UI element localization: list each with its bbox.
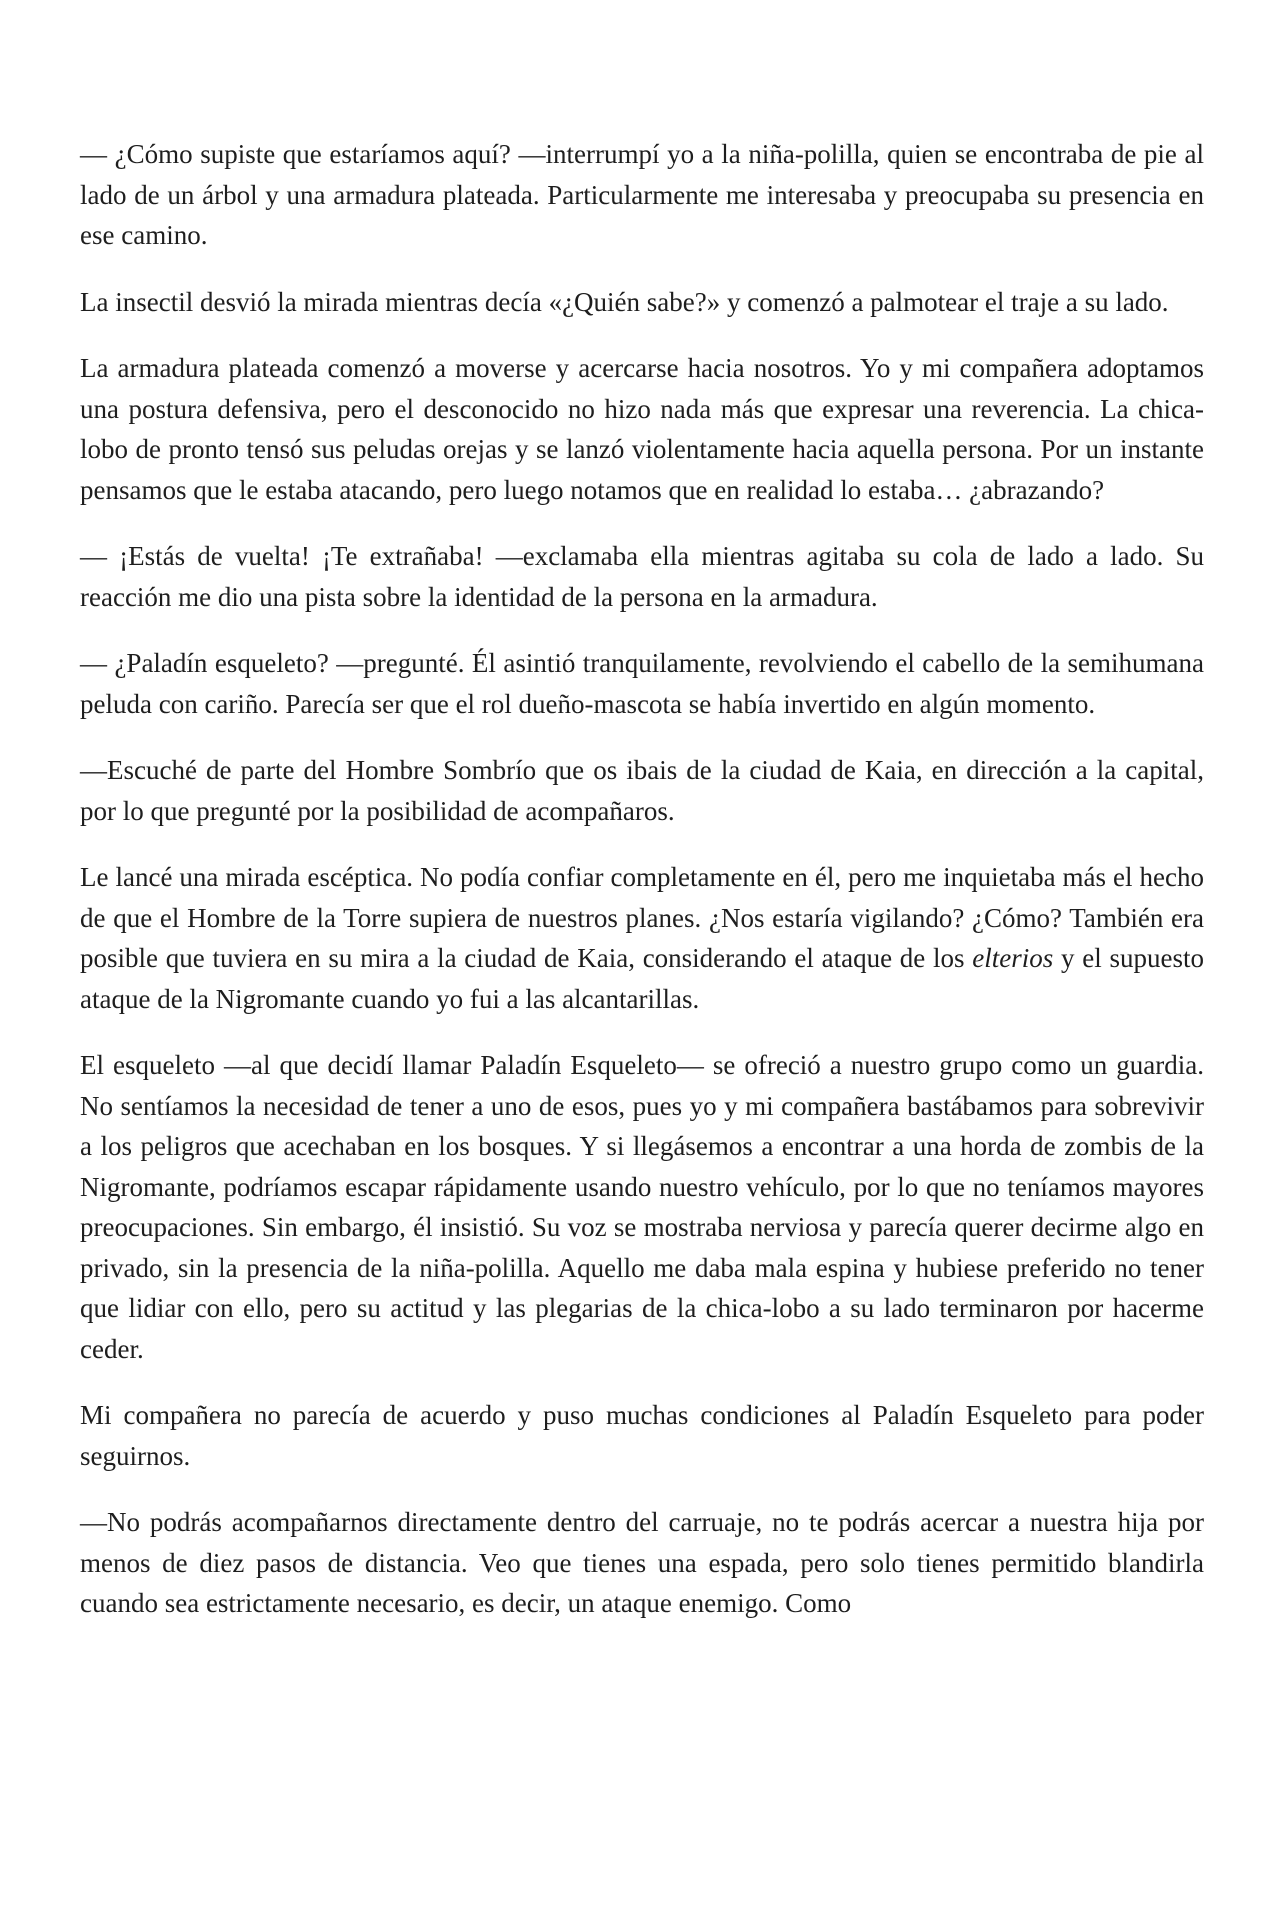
paragraph-1	[80, 134, 1204, 256]
paragraph-text: — ¡Estás de vuelta! ¡Te extrañaba! —exclamaba ella mientras agitaba su cola de lado a lado. Su reacción me dio una pista sobre la identidad de la persona en la armadura.	[80, 541, 1204, 612]
paragraph-text: y el supuesto ataque de la Nigromante cuando yo fui a las alcantarillas.	[80, 943, 1204, 1014]
paragraph-6	[80, 750, 1204, 831]
paragraph-2	[80, 282, 1204, 323]
paragraph-9	[80, 1395, 1204, 1476]
paragraph-7	[80, 857, 1204, 1019]
paragraph-text: —Escuché de parte del Hombre Sombrío que os ibais de la ciudad de Kaia, en dirección a la capital, por lo que pregunté por la posibilidad de acompañaros.	[80, 755, 1204, 826]
paragraph-text: — ¿Paladín esqueleto? —pregunté. Él asintió tranquilamente, revolviendo el cabello de la semihumana peluda con cariño. Parecía ser que el rol dueño-mascota se había invertido en algún momento.	[80, 648, 1204, 719]
paragraph-text: —No podrás acompañarnos directamente dentro del carruaje, no te podrás acercar a nuestra hija por menos de diez pasos de distancia. Veo que tienes una espada, pero solo tienes permitido blandirla cuando sea estrictamente necesario, es decir, un ataque enemigo. Como	[80, 1507, 1204, 1618]
paragraph-text: Mi compañera no parecía de acuerdo y puso muchas condiciones al Paladín Esqueleto para poder seguirnos.	[80, 1400, 1204, 1471]
document-page	[80, 134, 1204, 1650]
italic-term: elterios	[972, 943, 1054, 973]
paragraph-3	[80, 348, 1204, 510]
paragraph-text: — ¿Cómo supiste que estaríamos aquí? —interrumpí yo a la niña-polilla, quien se encontraba de pie al lado de un árbol y una armadura plateada. Particularmente me interesaba y preocupaba su presencia en ese camino.	[80, 139, 1204, 250]
paragraph-4	[80, 536, 1204, 617]
paragraph-10	[80, 1502, 1204, 1624]
paragraph-text: La armadura plateada comenzó a moverse y acercarse hacia nosotros. Yo y mi compañera adoptamos una postura defensiva, pero el desconocido no hizo nada más que expresar una reverencia. La chica-lobo de pronto tensó sus peludas orejas y se lanzó violentamente hacia aquella persona. Por un instante pensamos que le estaba atacando, pero luego notamos que en realidad lo estaba… ¿abrazando?	[80, 353, 1204, 505]
paragraph-text: La insectil desvió la mirada mientras decía «¿Quién sabe?» y comenzó a palmotear el traje a su lado.	[80, 286, 1169, 317]
paragraph-text: El esqueleto —al que decidí llamar Paladín Esqueleto— se ofreció a nuestro grupo como un guardia. No sentíamos la necesidad de tener a uno de esos, pues yo y mi compañera bastábamos para sobrevivir a los peligros que acechaban en los bosques. Y si llegásemos a encontrar a una horda de zombis de la Nigromante, podríamos escapar rápidamente usando nuestro vehículo, por lo que no teníamos mayores preocupaciones. Sin embargo, él insistió. Su voz se mostraba nerviosa y parecía querer decirme algo en privado, sin la presencia de la niña-polilla. Aquello me daba mala espina y hubiese preferido no tener que lidiar con ello, pero su actitud y las plegarias de la chica-lobo a su lado terminaron por hacerme ceder.	[80, 1050, 1204, 1364]
paragraph-8	[80, 1045, 1204, 1369]
paragraph-text: Le lancé una mirada escéptica. No podía confiar completamente en él, pero me inquietaba más el hecho de que el Hombre de la Torre supiera de nuestros planes. ¿Nos estaría vigilando? ¿Cómo? También era posible que tuviera en su mira a la ciudad de Kaia, considerando el ataque de los	[80, 862, 1204, 973]
paragraph-5	[80, 643, 1204, 724]
